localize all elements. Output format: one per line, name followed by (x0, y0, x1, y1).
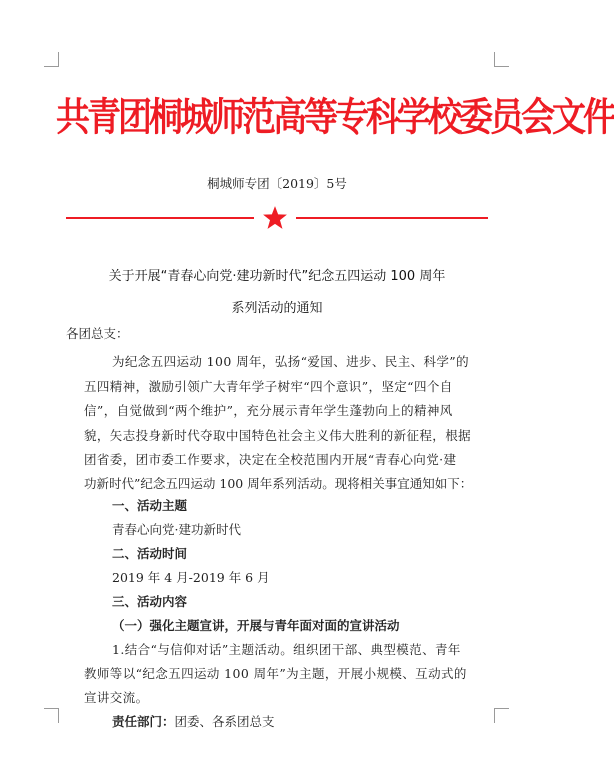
page-corner-mark (44, 52, 59, 67)
item-line: 教师等以“纪念五四运动 100 周年”为主题，开展小规模、互动式的 (84, 666, 467, 681)
intro-line: 信”，自觉做到“两个维护”，充分展示青年学生蓬勃向上的精神风 (84, 403, 453, 418)
intro-line: 团省委，团市委工作要求，决定在全校范围内开展“青春心向党·建 (84, 452, 457, 467)
document-number: 桐城师专团〔2019〕5号 (207, 176, 347, 191)
intro-line: 五四精神，激励引领广大青年学子树牢“四个意识”，坚定“四个自 (84, 379, 453, 394)
responsible-value: 团委、各系团总支 (174, 714, 275, 729)
page-corner-mark (494, 708, 509, 723)
red-star-icon (262, 205, 288, 231)
intro-line: 貌，矢志投身新时代夺取中国特色社会主义伟大胜利的新征程，根据 (84, 428, 472, 443)
section-text-theme: 青春心向党·建功新时代 (112, 522, 241, 537)
section-heading-theme: 一、活动主题 (112, 498, 188, 513)
page-corner-mark (494, 52, 509, 67)
intro-line: 为纪念五四运动 100 周年，弘扬“爱国、进步、民主、科学”的 (112, 354, 469, 369)
responsible-department (112, 712, 275, 730)
subsection-heading: （一）强化主题宣讲，开展与青年面对面的宣讲活动 (112, 618, 400, 633)
page-corner-mark (44, 708, 59, 723)
section-text-time: 2019 年 4 月-2019 年 6 月 (112, 570, 270, 585)
red-masthead: 共青团桐城师范高等专科学校委员会文件 (56, 95, 614, 141)
red-rule-left (66, 217, 254, 219)
item-line: 宣讲交流。 (84, 690, 149, 705)
notice-title-line-1: 关于开展“青春心向党·建功新时代”纪念五四运动 100 周年 (108, 269, 446, 284)
notice-title-line-2: 系列活动的通知 (231, 301, 323, 316)
intro-line: 功新时代”纪念五四运动 100 周年系列活动。现将相关事宜通知如下： (84, 476, 473, 491)
item-line: 1.结合“与信仰对话”主题活动。组织团干部、典型模范、青年 (112, 642, 461, 657)
section-heading-content: 三、活动内容 (112, 594, 188, 609)
responsible-label: 责任部门： (112, 714, 175, 729)
greeting: 各团总支： (66, 326, 129, 341)
red-rule-right (296, 217, 488, 219)
section-heading-time: 二、活动时间 (112, 546, 188, 561)
